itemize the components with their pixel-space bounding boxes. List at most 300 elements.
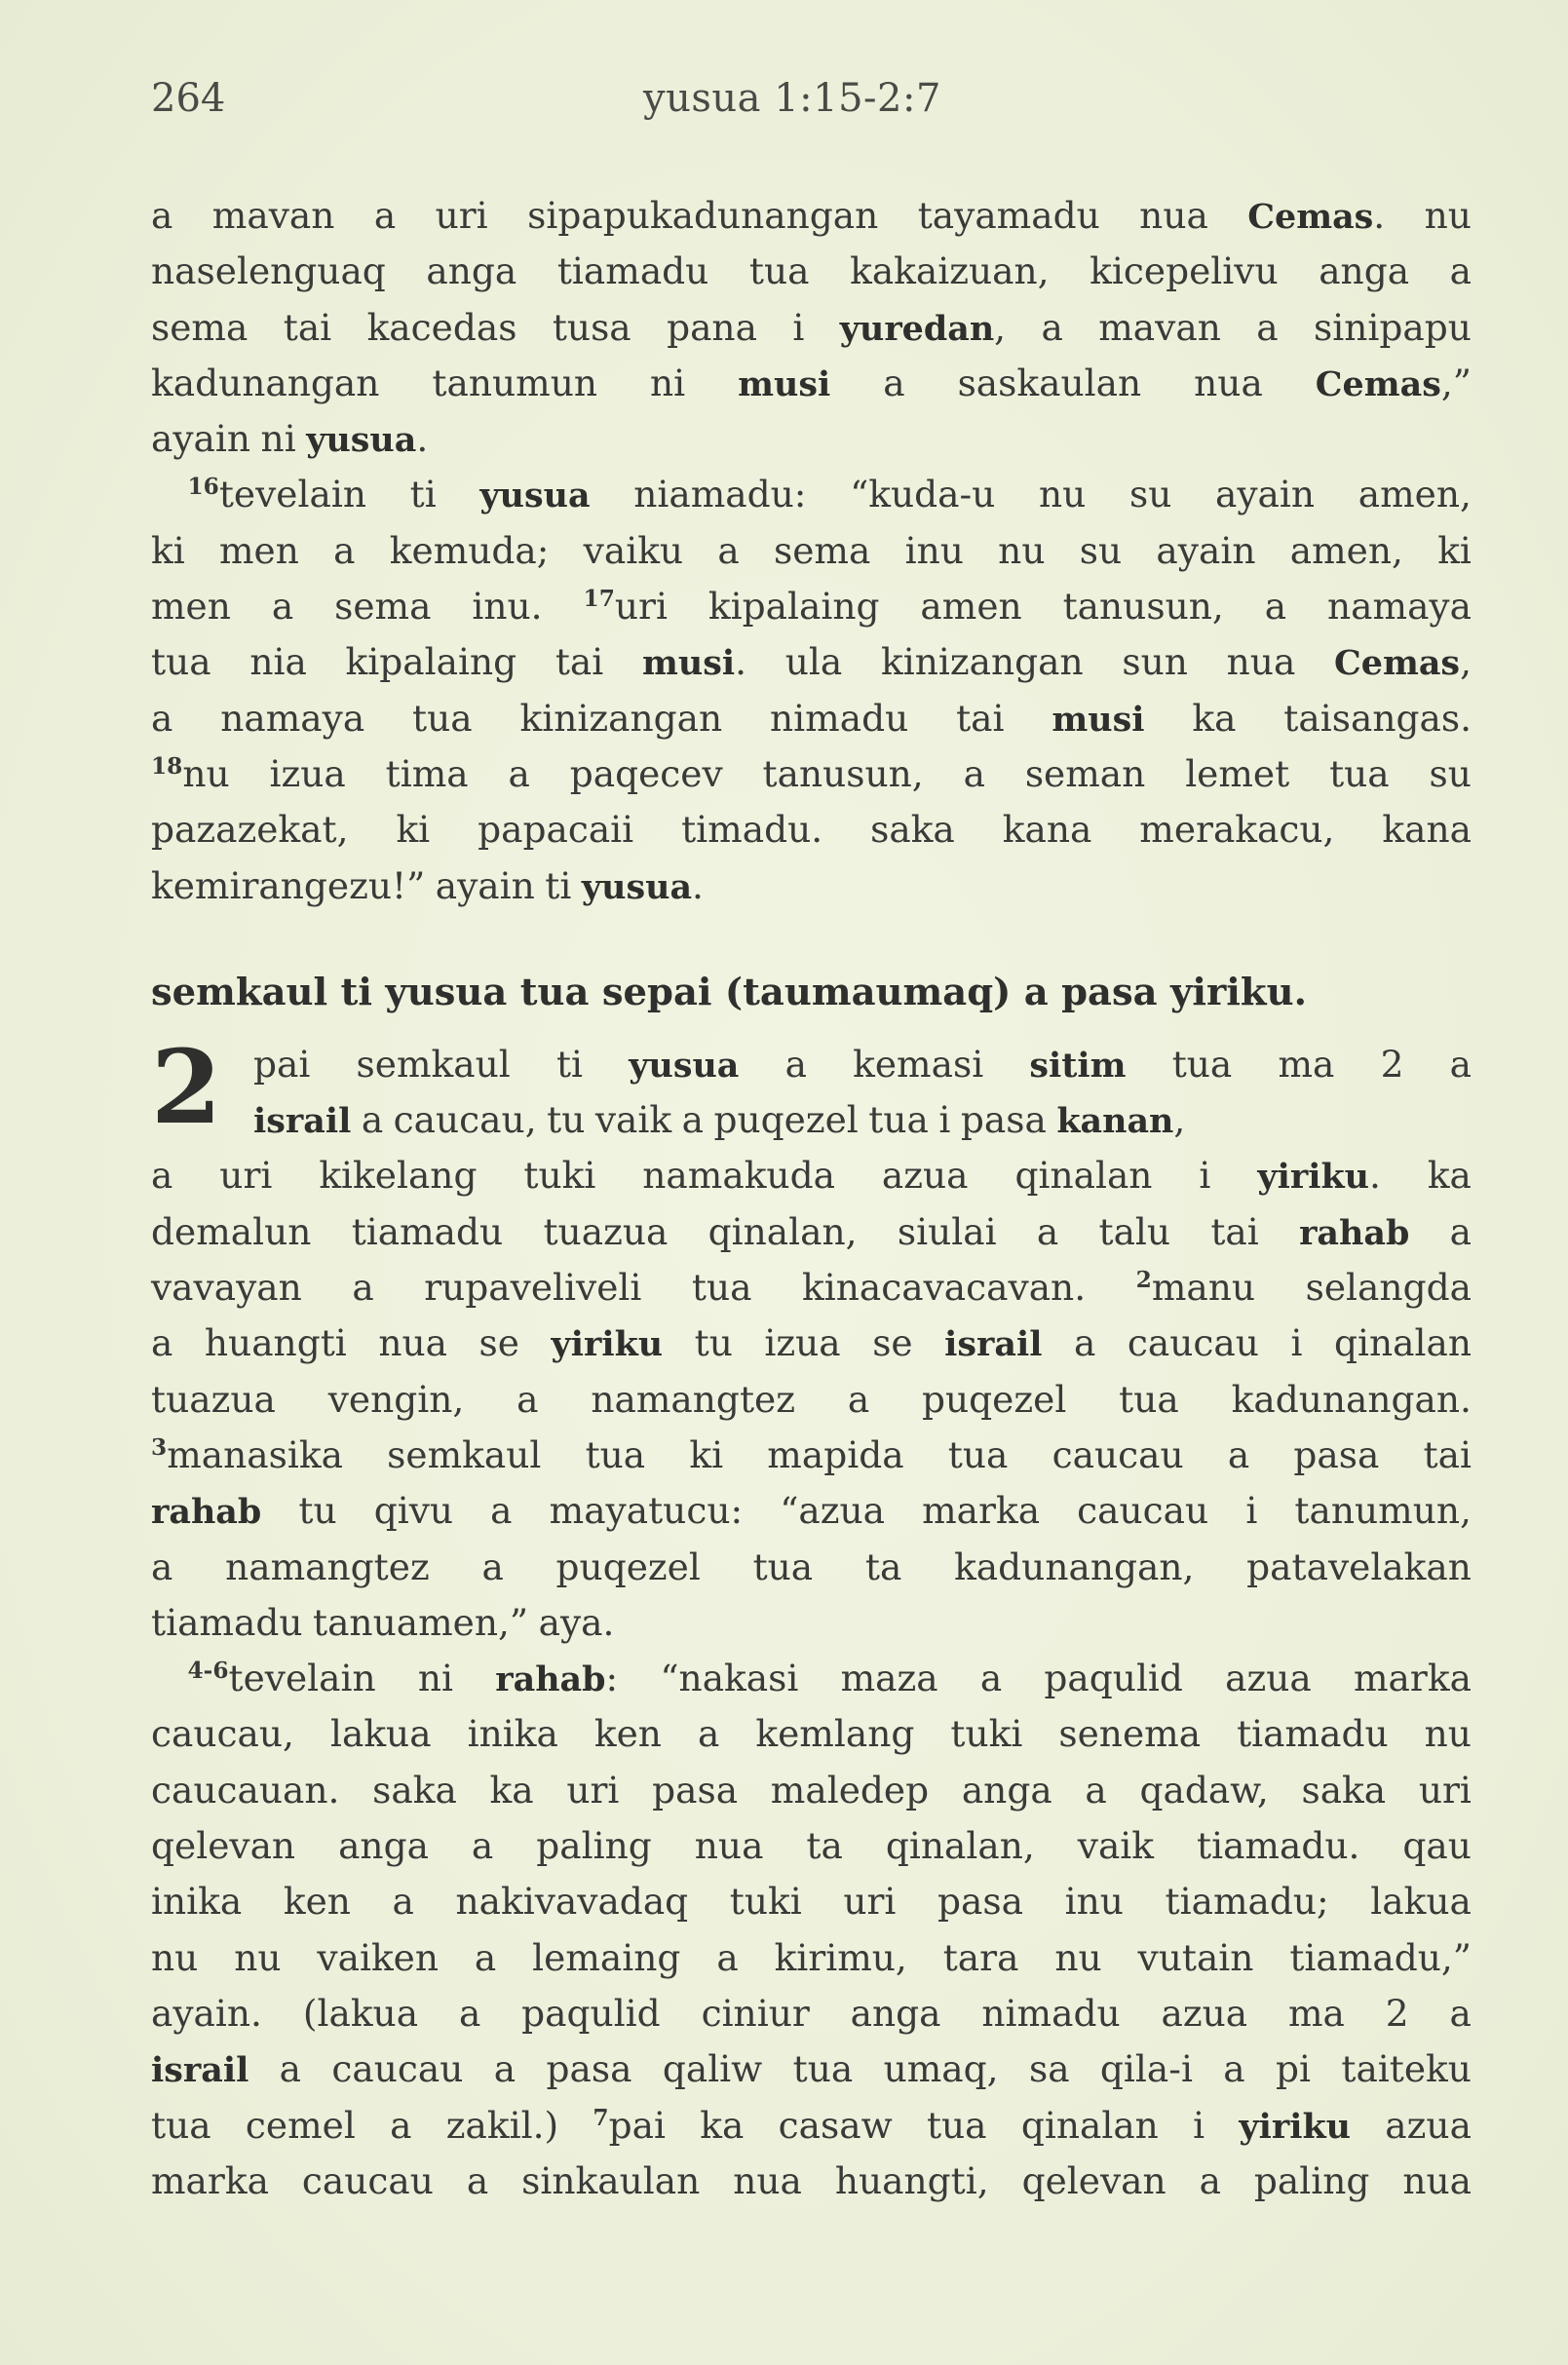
word: ka [700,2103,745,2147]
word: a [1085,1768,1107,1812]
text-line [151,244,1472,299]
word: huangti, [834,2158,989,2202]
word: pasa [652,1768,739,1812]
verse-number: 16 [187,474,219,501]
word: nua [1402,2158,1472,2202]
word: a [373,194,397,237]
word [551,1316,663,1371]
word: izua [269,751,346,795]
word: men [218,528,299,572]
word: kemuda; [389,528,550,572]
word: merakacu, [1139,808,1335,852]
word: tua [868,1098,929,1142]
word: uri [1418,1768,1472,1812]
word: a [490,1489,513,1533]
text-line [151,2098,1472,2154]
bold-term: musi [738,363,831,404]
word: pazazekat, [151,808,349,852]
word: vavayan [151,1266,302,1310]
text-line [151,2041,1472,2097]
text-line [151,523,1472,579]
word: caucau [301,2158,434,2202]
word: tai [1423,1432,1472,1476]
word: inu [904,528,964,572]
word [151,2041,249,2097]
bold-term: musi [1052,699,1145,740]
word: qelevan [1021,2158,1166,2202]
word: a [681,1098,704,1142]
word: mapida [767,1432,904,1476]
word: i [1290,1321,1303,1365]
word: 2 [1380,1042,1404,1086]
word: a [717,528,740,572]
word [151,1483,261,1539]
text-line [151,1818,1472,1874]
word: a [516,1377,539,1421]
word: a [151,194,173,237]
word: nu [998,528,1046,572]
word: namangtez [225,1545,430,1588]
word: paqulid [1044,1657,1183,1700]
word: tu [298,1489,337,1533]
word: cemel [245,2103,356,2147]
word: tua [691,1266,752,1310]
word: ni [649,361,686,404]
word: ti [409,473,437,516]
bold-term: kanan [1056,1101,1174,1142]
word: ki [396,808,431,852]
word: tua [748,249,810,293]
word: mavan [211,194,335,237]
word: kirimu, [774,1935,907,1979]
word: tusa [552,305,631,349]
word: saka [372,1768,457,1812]
word: a [1227,1432,1250,1476]
word: i [1199,1154,1211,1198]
word: kinacavacavan. [802,1266,1087,1310]
word: a [474,1935,497,1979]
word: sa [1028,2047,1070,2091]
word: qinalan, [708,1209,858,1253]
word: timadu. [681,808,823,852]
word: a [392,1880,414,1924]
word: a [471,1824,494,1868]
word: caucau [1127,1321,1259,1365]
verse-number: 2 [1135,1267,1152,1294]
word: kemirangezu!” [151,863,426,907]
word: ayain. [151,1991,262,2035]
word: anga [850,1991,941,2035]
word: qinalan [1014,1154,1153,1198]
bold-term: sitim [1029,1045,1127,1086]
word: nua [733,2158,802,2202]
text-line [151,1148,1472,1203]
word: anga [426,249,517,293]
word: a [1449,1991,1472,2035]
word: nua [378,1321,447,1365]
word: kakaizuan, [850,249,1050,293]
word: tua [1171,1042,1233,1086]
word: nua [1226,640,1296,684]
text-line [151,1763,1472,1818]
word: vutain [1137,1935,1254,1979]
word: paqulid [521,1991,661,2035]
word: a [1264,585,1287,629]
word: i [938,1098,951,1142]
word: nia [249,640,307,684]
word: amen, [1289,528,1403,572]
word: sema [773,528,871,572]
word: a [697,1712,720,1756]
word: a [1449,1042,1472,1086]
word: “nakasi [660,1657,799,1700]
word: qinalan, [885,1824,1035,1868]
page-body [151,188,1472,2209]
word: tua [1329,751,1390,795]
word: talu [1098,1209,1171,1253]
bold-term: rahab [495,1659,606,1700]
word: tua [412,696,473,740]
word: i [1245,1489,1258,1533]
text-line [151,1428,1472,1483]
word: vaiken [317,1935,440,1979]
word: tua [752,1545,814,1588]
dropcap-lines [151,1026,1472,1149]
word: ken [283,1880,351,1924]
word: paling [1253,2158,1370,2202]
bold-term: yusua [629,1045,740,1086]
word: semkaul [387,1432,542,1476]
word: tu [547,1098,586,1142]
word: maledep [770,1768,930,1812]
word: papacaii [478,808,634,852]
text-line [151,1874,1472,1929]
word: marka [1354,1657,1472,1700]
word [1299,1204,1409,1260]
text-line [151,188,1472,244]
text-line [151,300,1472,356]
word: caucau [1077,1489,1209,1533]
word: tuki [523,1154,596,1198]
word: tiamadu [151,1600,303,1644]
word: pasa [546,2047,632,2091]
word: su [1429,751,1472,795]
bold-term: yiriku [551,1324,664,1365]
word: kinizangan [880,640,1084,684]
verse-number: 3 [151,1434,168,1462]
verse-number: 18 [151,753,183,781]
word: ki [689,1432,724,1476]
word: puqezel [922,1377,1067,1421]
word: uri [566,1768,620,1812]
word: a [1223,2047,1245,2091]
word: paqecev [569,751,723,795]
word: semkaul [356,1042,511,1086]
word: tua [947,1432,1009,1476]
word: vaik [594,1098,672,1142]
word: $^7$pai [593,2103,666,2147]
word: a [481,1545,504,1588]
word: tuazua [151,1377,276,1421]
word: a [979,1657,1003,1700]
word: qelevan [151,1824,296,1868]
word: nu [1054,1935,1102,1979]
word: a [333,528,356,572]
word: Cemas. [1247,194,1386,237]
word: caucauan. [151,1768,340,1812]
word: marka [151,2158,269,2202]
word: lakua [329,1712,432,1756]
word: sinipapu [1314,305,1472,349]
word: a [1041,305,1063,349]
text-line [151,1372,1472,1428]
word [629,1037,739,1092]
word: a [883,361,905,404]
word: qivu [373,1489,454,1533]
word: izua [764,1321,841,1365]
bold-term: yiriku [1239,2106,1352,2147]
word: tua [151,640,211,684]
bold-term: israil [151,2050,249,2091]
word: tanusun, [762,751,924,795]
running-title: yusua 1:15-2:7 [643,76,941,121]
word: caucau [331,2047,464,2091]
word: niamadu: [633,473,807,516]
word: a [963,751,985,795]
text-line [151,634,1472,690]
paragraph-verses-4-7 [151,1651,1472,2209]
word: tua [792,2047,854,2091]
word: kadunangan, [954,1545,1195,1588]
word: nakivavadaq [455,1880,689,1924]
word: ta [806,1824,843,1868]
word: a [716,1935,739,1979]
word: yuredan, [839,305,1007,349]
word: namangtez [591,1377,795,1421]
word: lakua [1370,1880,1472,1924]
word: seman [1024,751,1146,795]
word: qinalan [1020,2103,1159,2147]
word: yusua. [306,417,429,461]
word: ayain [151,417,251,461]
running-header [151,76,1471,125]
word: azua [881,1154,969,1198]
word: ki [1437,528,1472,572]
word: tiamadu,” [1289,1935,1472,1979]
word: pasa [937,1880,1024,1924]
word: tiamadu; [1165,1880,1329,1924]
word: $^3$manasika [151,1432,343,1476]
paragraph-verses-16-18 [151,467,1472,913]
text-line [151,802,1472,858]
bold-term: yusua [479,476,591,516]
verse-number: 17 [583,586,615,613]
word: kipalaing [345,640,517,684]
word: kinizangan [519,696,723,740]
word: yusua. [581,863,704,907]
word: huangti [204,1321,347,1365]
word: tanumun [432,361,597,404]
word [1029,1037,1126,1092]
word: a [361,1098,384,1142]
word: vaiku [583,528,684,572]
bold-term: Cemas [1247,197,1374,237]
word: saskaulan [957,361,1142,404]
word: Cemas, [1334,640,1472,684]
bold-term: musi [642,643,736,684]
word: tayamadu [917,194,1100,237]
word: lemet [1185,751,1290,795]
word: nimadu [770,696,909,740]
word: men [151,585,231,629]
text-line [151,746,1472,802]
word: uri [435,194,488,237]
text-line [151,1930,1472,1986]
word: nu [1038,473,1087,516]
word: 2 [1385,1991,1409,2035]
word: tanuamen,” [313,1600,529,1644]
bold-term: Cemas [1334,643,1461,684]
bold-term: rahab [1299,1212,1410,1253]
text-line [151,1540,1472,1595]
word: tanumun, [1294,1489,1472,1533]
word: ka [489,1768,534,1812]
word: zakil.) [445,2103,559,2147]
word: kipalaing [708,585,880,629]
word [1239,2098,1351,2154]
page-number: 264 [151,76,226,121]
word [253,1092,351,1148]
word: a [1449,1209,1472,1253]
word: nua [1139,194,1208,237]
word: i [1193,2103,1205,2147]
word: kana [1382,808,1472,852]
bold-term: yiriku [1257,1157,1369,1198]
word: nu [1424,1712,1472,1756]
word: uri [843,1880,897,1924]
word: tai [283,305,332,349]
word [738,356,830,411]
word: qaliw [662,2047,763,2091]
word: ma [1288,1991,1345,2035]
word: tai [956,696,1005,740]
word: tanusun, [1062,585,1224,629]
word: “azua [780,1489,886,1533]
word: ma [1278,1042,1335,1086]
word: $^2$manu [1135,1266,1256,1310]
bold-term: Cemas [1315,363,1441,404]
word: ciniur [701,1991,810,2035]
text-line [151,1092,1472,1148]
word: tiamadu [1237,1712,1389,1756]
word: tua [1119,1377,1179,1421]
word: ti [545,863,572,907]
text-line [151,1706,1472,1762]
word: pi [1276,2047,1312,2091]
word: mavan [1098,305,1221,349]
word: qinalan [1333,1321,1472,1365]
word: a [151,1321,173,1365]
word: umaq, [883,2047,999,2091]
word: demalun [151,1209,312,1253]
word: a [1199,2158,1221,2202]
word: inika [467,1712,558,1756]
word: tara [942,1935,1019,1979]
word: nua [1194,361,1263,404]
word: sema [151,305,249,349]
word: a [493,2047,516,2091]
word: puqezel [555,1545,701,1588]
word: namaya [220,696,365,740]
word: taisangas. [1283,696,1472,740]
word: azua [1161,1991,1248,2035]
word: kemasi [853,1042,984,1086]
text-line [151,1037,1472,1092]
word: pana [667,305,757,349]
word: puqezel [713,1098,859,1142]
word: rupaveliveli [424,1266,642,1310]
word: se [872,1321,913,1365]
word: marka [922,1489,1041,1533]
word: rahab: [495,1657,619,1700]
word: sema [334,585,432,629]
word: ta [864,1545,902,1588]
chapter-2-paragraph [151,1148,1472,1651]
word: azua [1385,2103,1472,2147]
bold-term: rahab [151,1492,262,1533]
chapter-number-dropcap: 2 [151,1026,222,1147]
text-line [151,1595,1472,1651]
word: tima [385,751,469,795]
word: $^{17}$uri [583,585,668,629]
word: nu [1424,194,1472,237]
word: azua [1225,1657,1312,1700]
word: anga [338,1824,429,1868]
word: a [1256,305,1279,349]
word: namakuda [642,1154,835,1198]
word: amen, [1358,473,1472,516]
word: uri [219,1154,273,1198]
word: vaik [1077,1824,1155,1868]
word: nimadu [981,1991,1121,2035]
text-line [151,2154,1472,2209]
word: kanan, [1056,1098,1186,1142]
text-line [151,467,1472,522]
word: a [1074,1321,1096,1365]
word: tua [585,1432,646,1476]
word: ni [417,1657,454,1700]
word: nua [694,1824,764,1868]
text-line [151,1651,1472,1706]
word [1052,691,1144,746]
word: saka [870,808,955,852]
bold-term: israil [253,1101,352,1142]
bold-term: israil [944,1324,1043,1365]
word: saka [1301,1768,1387,1812]
text-line [151,579,1472,634]
word: tiamadu [556,249,709,293]
word: caucau, [151,1712,294,1756]
word: a [847,1377,870,1421]
word: kadunangan [151,361,380,404]
word: kikelang [319,1154,478,1198]
word: a [784,1042,807,1086]
word: kana [1002,808,1092,852]
word: nu [234,1935,282,1979]
word: ki [151,528,185,572]
word: “kuda-u [850,473,996,516]
verse-number: 4-6 [187,1658,229,1685]
